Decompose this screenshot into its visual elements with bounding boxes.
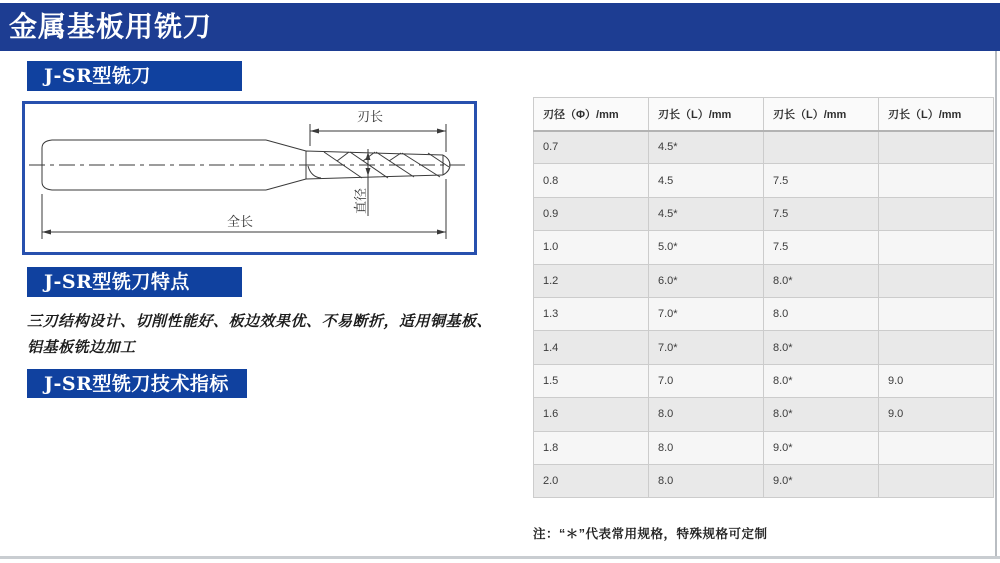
column-header: 刃长（L）/mm bbox=[649, 98, 764, 131]
table-cell: 1.2 bbox=[534, 264, 649, 297]
table-cell: 9.0 bbox=[879, 398, 994, 431]
table-row bbox=[534, 431, 994, 464]
cutter-diagram bbox=[22, 101, 477, 255]
features-text bbox=[27, 308, 493, 360]
table-cell: 7.0 bbox=[649, 364, 764, 397]
table-cell: 8.0 bbox=[649, 464, 764, 497]
specs-table bbox=[533, 97, 994, 498]
table-row bbox=[534, 364, 994, 397]
page-edge-right bbox=[995, 51, 997, 559]
table-cell bbox=[879, 197, 994, 230]
column-header: 刃长（L）/mm bbox=[764, 98, 879, 131]
table-cell: 8.0 bbox=[649, 398, 764, 431]
table-cell: 1.4 bbox=[534, 331, 649, 364]
header-row bbox=[534, 98, 994, 131]
diameter-label: 直径 bbox=[354, 187, 369, 215]
section-bar-features-label: J-SR型铣刀特点 bbox=[44, 271, 190, 293]
page-header-bar bbox=[0, 3, 1000, 51]
table-cell: 1.3 bbox=[534, 297, 649, 330]
table-cell bbox=[879, 331, 994, 364]
table-cell: 7.5 bbox=[764, 164, 879, 197]
section-bar-features bbox=[27, 267, 242, 297]
table-cell: 8.0 bbox=[764, 297, 879, 330]
specs-table-body bbox=[534, 131, 994, 498]
table-cell: 8.0 bbox=[649, 431, 764, 464]
table-cell: 6.0* bbox=[649, 264, 764, 297]
table-cell: 1.0 bbox=[534, 231, 649, 264]
table-cell: 4.5* bbox=[649, 131, 764, 164]
table-cell: 4.5 bbox=[649, 164, 764, 197]
arrowhead bbox=[42, 230, 51, 235]
table-row bbox=[534, 297, 994, 330]
table-row bbox=[534, 331, 994, 364]
table-cell: 1.8 bbox=[534, 431, 649, 464]
table-cell: 0.9 bbox=[534, 197, 649, 230]
table-cell: 7.0* bbox=[649, 331, 764, 364]
table-cell bbox=[879, 164, 994, 197]
table-row bbox=[534, 398, 994, 431]
table-cell: 8.0* bbox=[764, 331, 879, 364]
table-cell: 4.5* bbox=[649, 197, 764, 230]
table-cell: 0.7 bbox=[534, 131, 649, 164]
table-cell: 7.0* bbox=[649, 297, 764, 330]
page-edge-bottom bbox=[0, 556, 1000, 559]
arrowhead bbox=[310, 129, 319, 134]
table-cell: 7.5 bbox=[764, 197, 879, 230]
table-cell: 8.0* bbox=[764, 364, 879, 397]
section-bar-specs-label: J-SR型铣刀技术指标 bbox=[44, 373, 229, 395]
flute-gash bbox=[308, 166, 321, 178]
section-bar-specs bbox=[27, 369, 247, 398]
section-bar-product bbox=[27, 61, 242, 91]
table-row bbox=[534, 164, 994, 197]
table-cell: 0.8 bbox=[534, 164, 649, 197]
table-cell: 8.0* bbox=[764, 398, 879, 431]
table-cell: 1.5 bbox=[534, 364, 649, 397]
footnote: 注：“＊”代表常用规格，特殊规格可定制 bbox=[533, 527, 768, 541]
arrowhead bbox=[437, 129, 446, 134]
table-cell: 9.0 bbox=[879, 364, 994, 397]
arrowhead bbox=[437, 230, 446, 235]
table-cell bbox=[764, 131, 879, 164]
table-cell bbox=[879, 431, 994, 464]
table-cell: 5.0* bbox=[649, 231, 764, 264]
section-bar-product-label: J-SR型铣刀 bbox=[44, 65, 151, 87]
table-row bbox=[534, 131, 994, 164]
table-row bbox=[534, 464, 994, 497]
table-cell: 2.0 bbox=[534, 464, 649, 497]
specs-table-head bbox=[534, 98, 994, 131]
cutter-diagram-svg bbox=[25, 104, 474, 252]
table-cell bbox=[879, 297, 994, 330]
column-header: 刃径（Φ）/mm bbox=[534, 98, 649, 131]
table-row bbox=[534, 264, 994, 297]
table-cell: 8.0* bbox=[764, 264, 879, 297]
table-cell bbox=[879, 264, 994, 297]
total-length-dim bbox=[42, 179, 446, 239]
table-cell bbox=[879, 231, 994, 264]
column-header: 刃长（L）/mm bbox=[879, 98, 994, 131]
page-title: 金属基板用铣刀 bbox=[9, 10, 213, 43]
features-text-line2: 铝基板铣边加工 bbox=[27, 338, 136, 356]
blade-length-dim bbox=[310, 124, 446, 152]
table-row bbox=[534, 231, 994, 264]
table-cell bbox=[879, 131, 994, 164]
table-cell: 7.5 bbox=[764, 231, 879, 264]
table-cell bbox=[879, 464, 994, 497]
total-length-label: 全长 bbox=[226, 215, 254, 230]
arrowhead bbox=[366, 168, 371, 176]
table-cell: 9.0* bbox=[764, 431, 879, 464]
table-cell: 1.6 bbox=[534, 398, 649, 431]
blade-length-label: 刃长 bbox=[356, 110, 384, 125]
features-text-line1: 三刃结构设计、切削性能好、板边效果优、不易断折，适用铜基板、 bbox=[27, 312, 493, 330]
table-cell: 9.0* bbox=[764, 464, 879, 497]
table-row bbox=[534, 197, 994, 230]
